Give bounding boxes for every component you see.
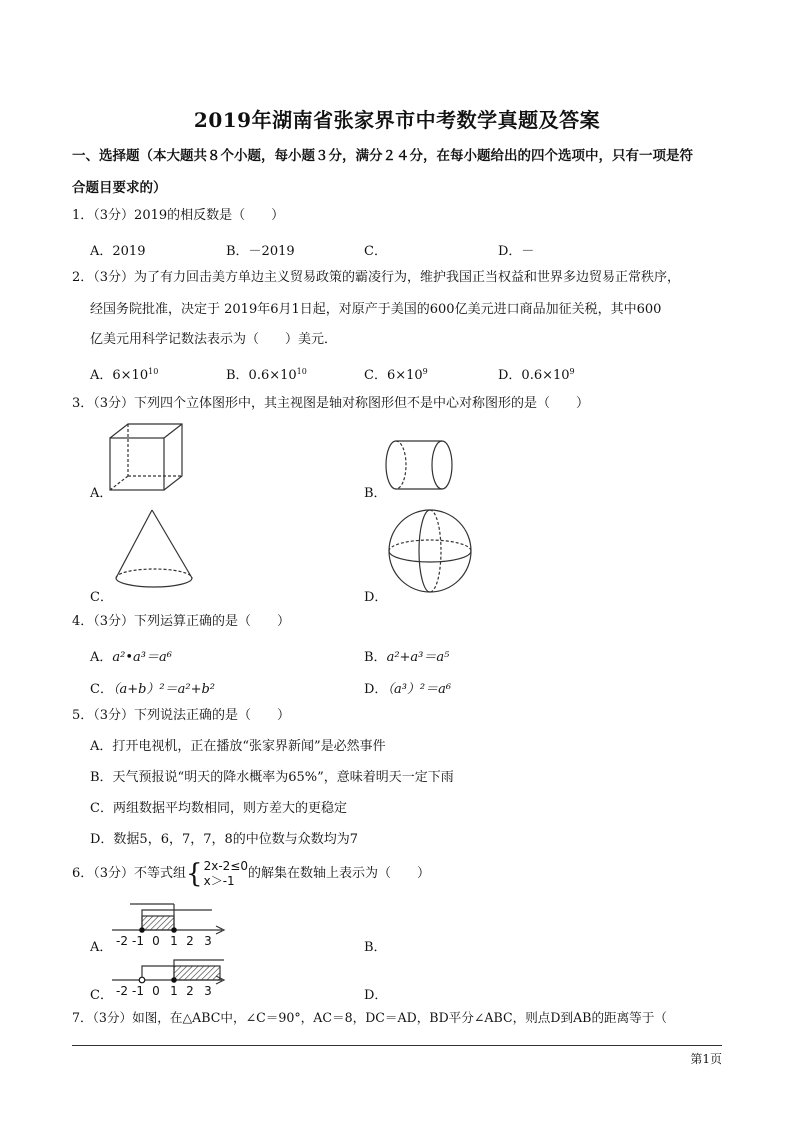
axis-label: 2 xyxy=(186,984,194,998)
q5-option-b: B．天气预报说“明天的降水概率为65%”，意味着明天一定下雨 xyxy=(90,770,454,785)
footer-divider xyxy=(72,1045,722,1046)
q1-option-c: C． xyxy=(364,244,387,259)
question-4-stem: 4．（3分）下列运算正确的是（ ） xyxy=(72,614,291,629)
q4-option-a: A．a²•a³＝a⁶ xyxy=(90,650,172,665)
q3-option-c-label: C． xyxy=(90,590,113,605)
question-2-line3: 亿美元用科学记数法表示为（ ）美元． xyxy=(90,332,338,347)
brace-glyph: { xyxy=(186,858,203,889)
question-6-stem: 6．（3分）不等式组{ 2x-2≤0 x＞-1 的解集在数轴上表示为（ ） xyxy=(72,858,430,889)
number-line-a xyxy=(112,900,232,946)
axis-label: -1 xyxy=(132,984,144,998)
number-line-c xyxy=(112,950,232,996)
question-3-stem: 3．（3分）下列四个立体图形中，其主视图是轴对称图形但不是中心对称图形的是（ ） xyxy=(72,396,590,411)
question-2-line2: 经国务院批准，决定于 2019年6月1日起，对原产于美国的600亿美元进口商品加征关税，其中600 xyxy=(90,302,662,317)
question-7-stem: 7．（3分）如图，在△ABC中，∠C＝90°，AC＝8，DC＝AD，BD平分∠ABC，则点D到AB的距离等于（ xyxy=(72,1010,668,1025)
q4-option-c: C．（a+b）²＝a²+b² xyxy=(90,682,216,697)
question-1-stem: 1．（3分）2019的相反数是（ ） xyxy=(72,208,285,223)
cylinder-figure xyxy=(384,438,458,494)
q3-option-a-label: A． xyxy=(90,486,113,501)
axis-label: 3 xyxy=(204,984,212,998)
axis-label: 0 xyxy=(152,934,160,948)
sphere-figure xyxy=(388,508,476,596)
q4-option-d: D．（a³）²＝a⁶ xyxy=(364,682,452,697)
axis-label: -2 xyxy=(116,934,128,948)
q5-option-c: C．两组数据平均数相同，则方差大的更稳定 xyxy=(90,801,347,816)
question-2-line1: 2．（3分）为了有力回击美方单边主义贸易政策的霸凌行为，维护我国正当权益和世界多边贸易正常秩序， xyxy=(72,270,681,285)
q5-option-a: A．打开电视机，正在播放“张家界新闻”是必然事件 xyxy=(90,739,386,754)
cube-figure xyxy=(108,422,188,494)
page-title: 2019年湖南省张家界市中考数学真题及答案 xyxy=(193,108,601,132)
q2-option-a: A．$6\times 10^{10}$ xyxy=(90,367,159,383)
inequality-system: 2x-2≤0 x＞-1 xyxy=(203,858,248,888)
axis-label: 1 xyxy=(170,934,178,948)
axis-label: 2 xyxy=(186,934,194,948)
q5-option-d: D．数据5，6，7，7，8的中位数与众数均为7 xyxy=(90,832,359,847)
axis-label: -1 xyxy=(132,934,144,948)
q1-option-b: B．－2019 xyxy=(226,244,295,259)
question-5-stem: 5．（3分）下列说法正确的是（ ） xyxy=(72,708,291,723)
axis-label: -2 xyxy=(116,984,128,998)
axis-label: 1 xyxy=(170,984,178,998)
q2-option-c: C．$6\times 10^9$ xyxy=(364,367,428,383)
q6-option-d-label: D． xyxy=(364,988,388,1003)
section-heading: 一、选择题（本大题共８个小题，每小题３分，满分２４分，在每小题给出的四个选项中，只有一项是符 xyxy=(72,148,693,164)
q2-option-b: B．$0.6\times 10^{10}$ xyxy=(226,367,307,383)
q3-option-d-label: D． xyxy=(364,590,388,605)
page-number: 第1页 xyxy=(690,1052,722,1066)
q6-option-a-label: A． xyxy=(90,940,113,955)
q3-option-b-label: B． xyxy=(364,486,387,501)
cone-figure xyxy=(112,508,198,594)
axis-label: 0 xyxy=(152,984,160,998)
section-heading-cont: 合题目要求的） xyxy=(72,180,167,196)
q1-option-a: A．2019 xyxy=(90,244,146,259)
q1-option-d: D．－ xyxy=(498,244,535,259)
q2-option-d: D．$0.6\times 10^9$ xyxy=(498,367,575,383)
q6-option-b-label: B． xyxy=(364,940,387,955)
q4-option-b: B．a²+a³＝a⁵ xyxy=(364,650,450,665)
axis-label: 3 xyxy=(204,934,212,948)
q6-option-c-label: C． xyxy=(90,988,113,1003)
